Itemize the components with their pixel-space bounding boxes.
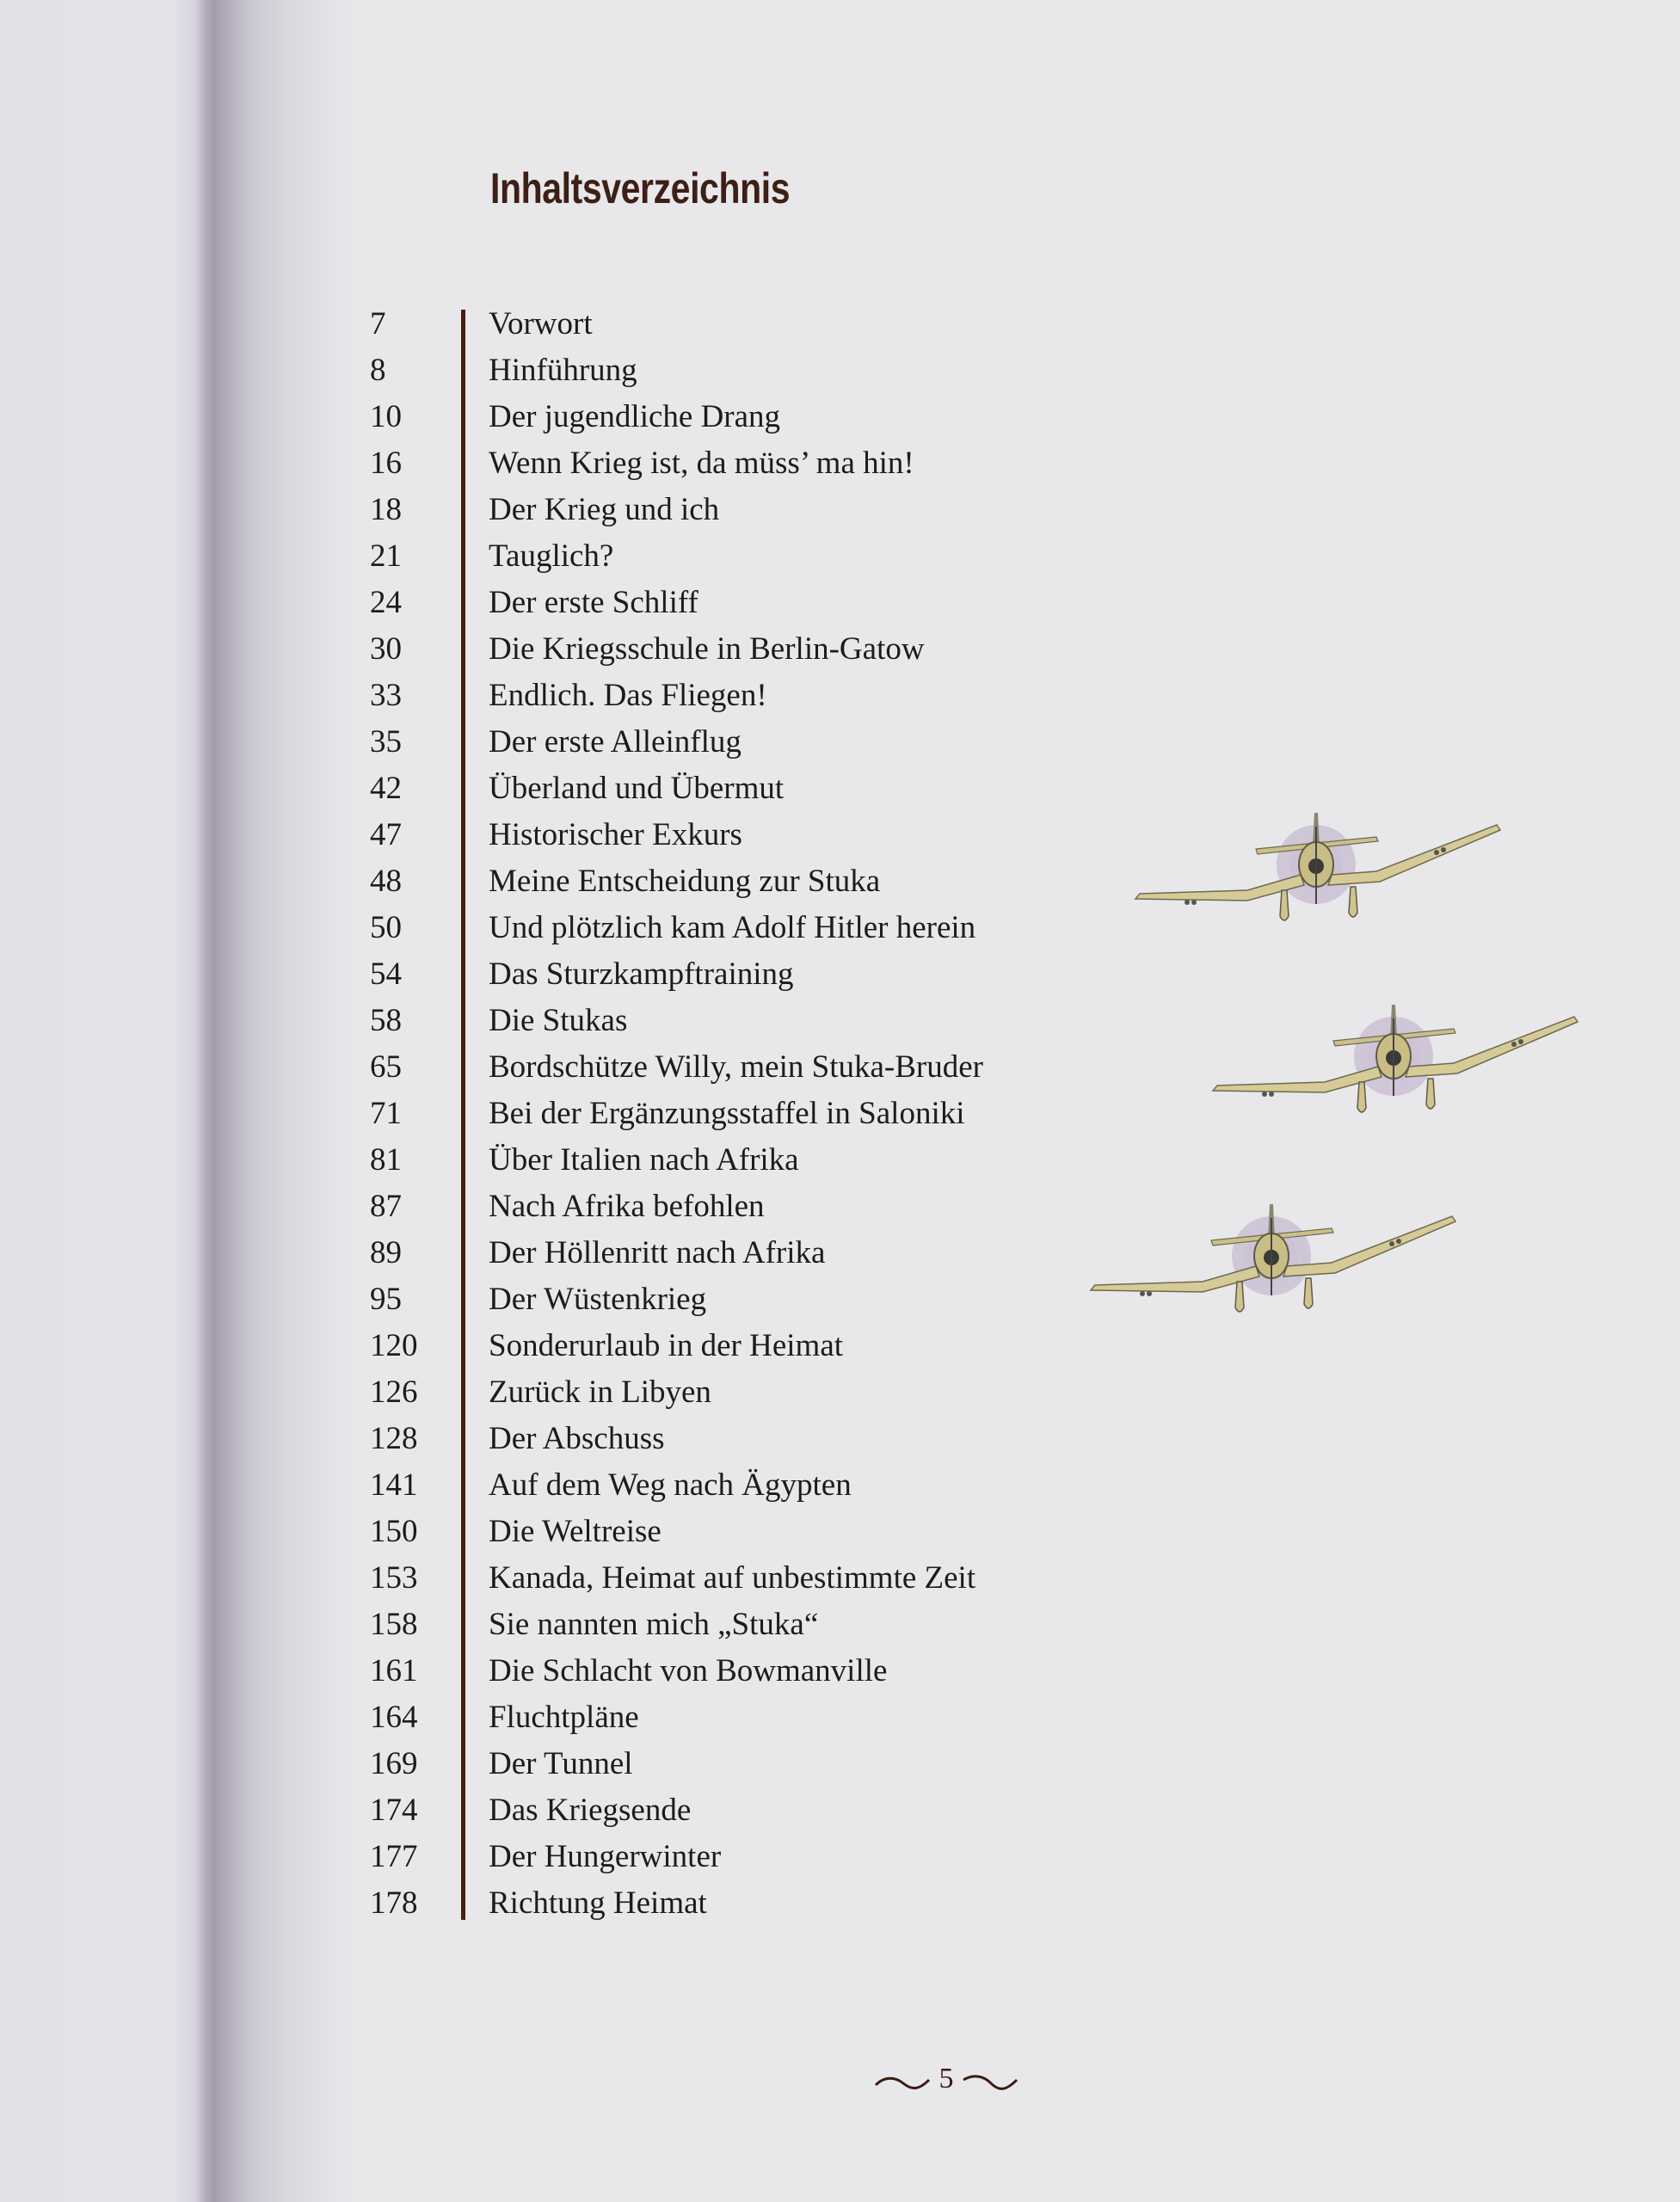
toc-page-number: 8: [370, 353, 386, 388]
toc-chapter-title: Fluchtpläne: [489, 1700, 639, 1735]
toc-chapter-title: Zurück in Libyen: [489, 1375, 711, 1410]
toc-page-number: 16: [370, 446, 402, 481]
toc-chapter-title: Die Kriegsschule in Berlin-Gatow: [489, 631, 925, 667]
toc-chapter-title: Historischer Exkurs: [489, 817, 742, 852]
toc-chapter-title: Wenn Krieg ist, da müss’ ma hin!: [489, 446, 914, 481]
toc-chapter-title: Sonderurlaub in der Heimat: [489, 1328, 844, 1363]
page-title: Inhaltsverzeichnis: [490, 164, 791, 212]
stuka-aircraft-icon: [1135, 813, 1500, 920]
toc-chapter-title: Der Krieg und ich: [489, 492, 720, 527]
toc-page-number: 47: [370, 817, 402, 852]
toc-page-number: 42: [370, 771, 402, 806]
toc-chapter-title: Meine Entscheidung zur Stuka: [489, 864, 881, 899]
toc-page-number: 30: [370, 631, 402, 667]
toc-chapter-title: Kanada, Heimat auf unbestimmte Zeit: [489, 1560, 976, 1596]
toc-page-number: 24: [370, 585, 402, 620]
toc-page-number: 177: [370, 1839, 418, 1874]
toc-chapter-title: Das Kriegsende: [489, 1793, 692, 1828]
toc-chapter-title: Bei der Ergänzungsstaffel in Saloniki: [489, 1096, 965, 1131]
toc-page-number: 35: [370, 724, 402, 760]
toc-page-number: 7: [370, 306, 386, 341]
toc-page-number: 58: [370, 1003, 402, 1038]
toc-chapter-title: Vorwort: [489, 306, 593, 341]
toc-page-number: 33: [370, 678, 402, 713]
toc-chapter-title: Überland und Übermut: [489, 771, 785, 806]
toc-chapter-title: Der Abschuss: [489, 1421, 665, 1456]
toc-page-number: 18: [370, 492, 402, 527]
toc-page-number: 65: [370, 1049, 402, 1085]
toc-chapter-title: Der Tunnel: [489, 1746, 633, 1781]
toc-page-number: 174: [370, 1793, 418, 1828]
toc-chapter-title: Nach Afrika befohlen: [489, 1189, 765, 1224]
toc-page-number: 158: [370, 1607, 418, 1642]
stuka-aircraft-icon: [1213, 1005, 1578, 1112]
toc-page-number: 50: [370, 910, 402, 945]
toc-page-number: 89: [370, 1235, 402, 1270]
toc-chapter-title: Über Italien nach Afrika: [489, 1142, 799, 1178]
toc-chapter-title: Der Wüstenkrieg: [489, 1282, 707, 1317]
toc-page-number: 71: [370, 1096, 402, 1131]
toc-page-number: 10: [370, 399, 402, 434]
toc-chapter-title: Die Weltreise: [489, 1514, 662, 1549]
toc-chapter-title: Der Hungerwinter: [489, 1839, 722, 1874]
toc-page-number: 128: [370, 1421, 418, 1456]
toc-chapter-title: Der erste Alleinflug: [489, 724, 742, 760]
toc-page-number: 161: [370, 1653, 418, 1688]
toc-page-number: 95: [370, 1282, 402, 1317]
toc-page-number: 141: [370, 1467, 418, 1503]
page-number: 5: [938, 2063, 954, 2094]
toc-page-number: 21: [370, 538, 402, 574]
toc-chapter-title: Das Sturzkampftraining: [489, 956, 794, 992]
toc-chapter-title: Die Schlacht von Bowmanville: [489, 1653, 888, 1688]
toc-page-number: 153: [370, 1560, 418, 1596]
toc-chapter-title: Hinführung: [489, 353, 637, 388]
toc-chapter-title: Richtung Heimat: [489, 1885, 707, 1921]
toc-chapter-title: Der Höllenritt nach Afrika: [489, 1235, 826, 1270]
toc-page-number: 126: [370, 1375, 418, 1410]
toc-chapter-title: Und plötzlich kam Adolf Hitler herein: [489, 910, 976, 945]
toc-page-number: 169: [370, 1746, 418, 1781]
toc-page-number: 81: [370, 1142, 402, 1178]
toc-chapter-title: Endlich. Das Fliegen!: [489, 678, 767, 713]
toc-chapter-title: Der erste Schliff: [489, 585, 698, 620]
toc-chapter-title: Sie nannten mich „Stuka“: [489, 1607, 819, 1642]
toc-page-number: 150: [370, 1514, 418, 1549]
toc-chapter-title: Auf dem Weg nach Ägypten: [489, 1467, 852, 1503]
toc-page-number: 120: [370, 1328, 418, 1363]
toc-chapter-title: Tauglich?: [489, 538, 614, 574]
stuka-aircraft-icon: [1091, 1204, 1455, 1312]
toc-page-number: 54: [370, 956, 402, 992]
toc-chapter-title: Bordschütze Willy, mein Stuka-Bruder: [489, 1049, 983, 1085]
toc-page-number: 48: [370, 864, 402, 899]
toc-chapter-title: Der jugendliche Drang: [489, 399, 781, 434]
page-footer: [869, 2059, 1024, 2102]
toc-page-number: 87: [370, 1189, 402, 1224]
toc-chapter-title: Die Stukas: [489, 1003, 628, 1038]
toc-page-number: 178: [370, 1885, 418, 1921]
toc-page-number: 164: [370, 1700, 418, 1735]
